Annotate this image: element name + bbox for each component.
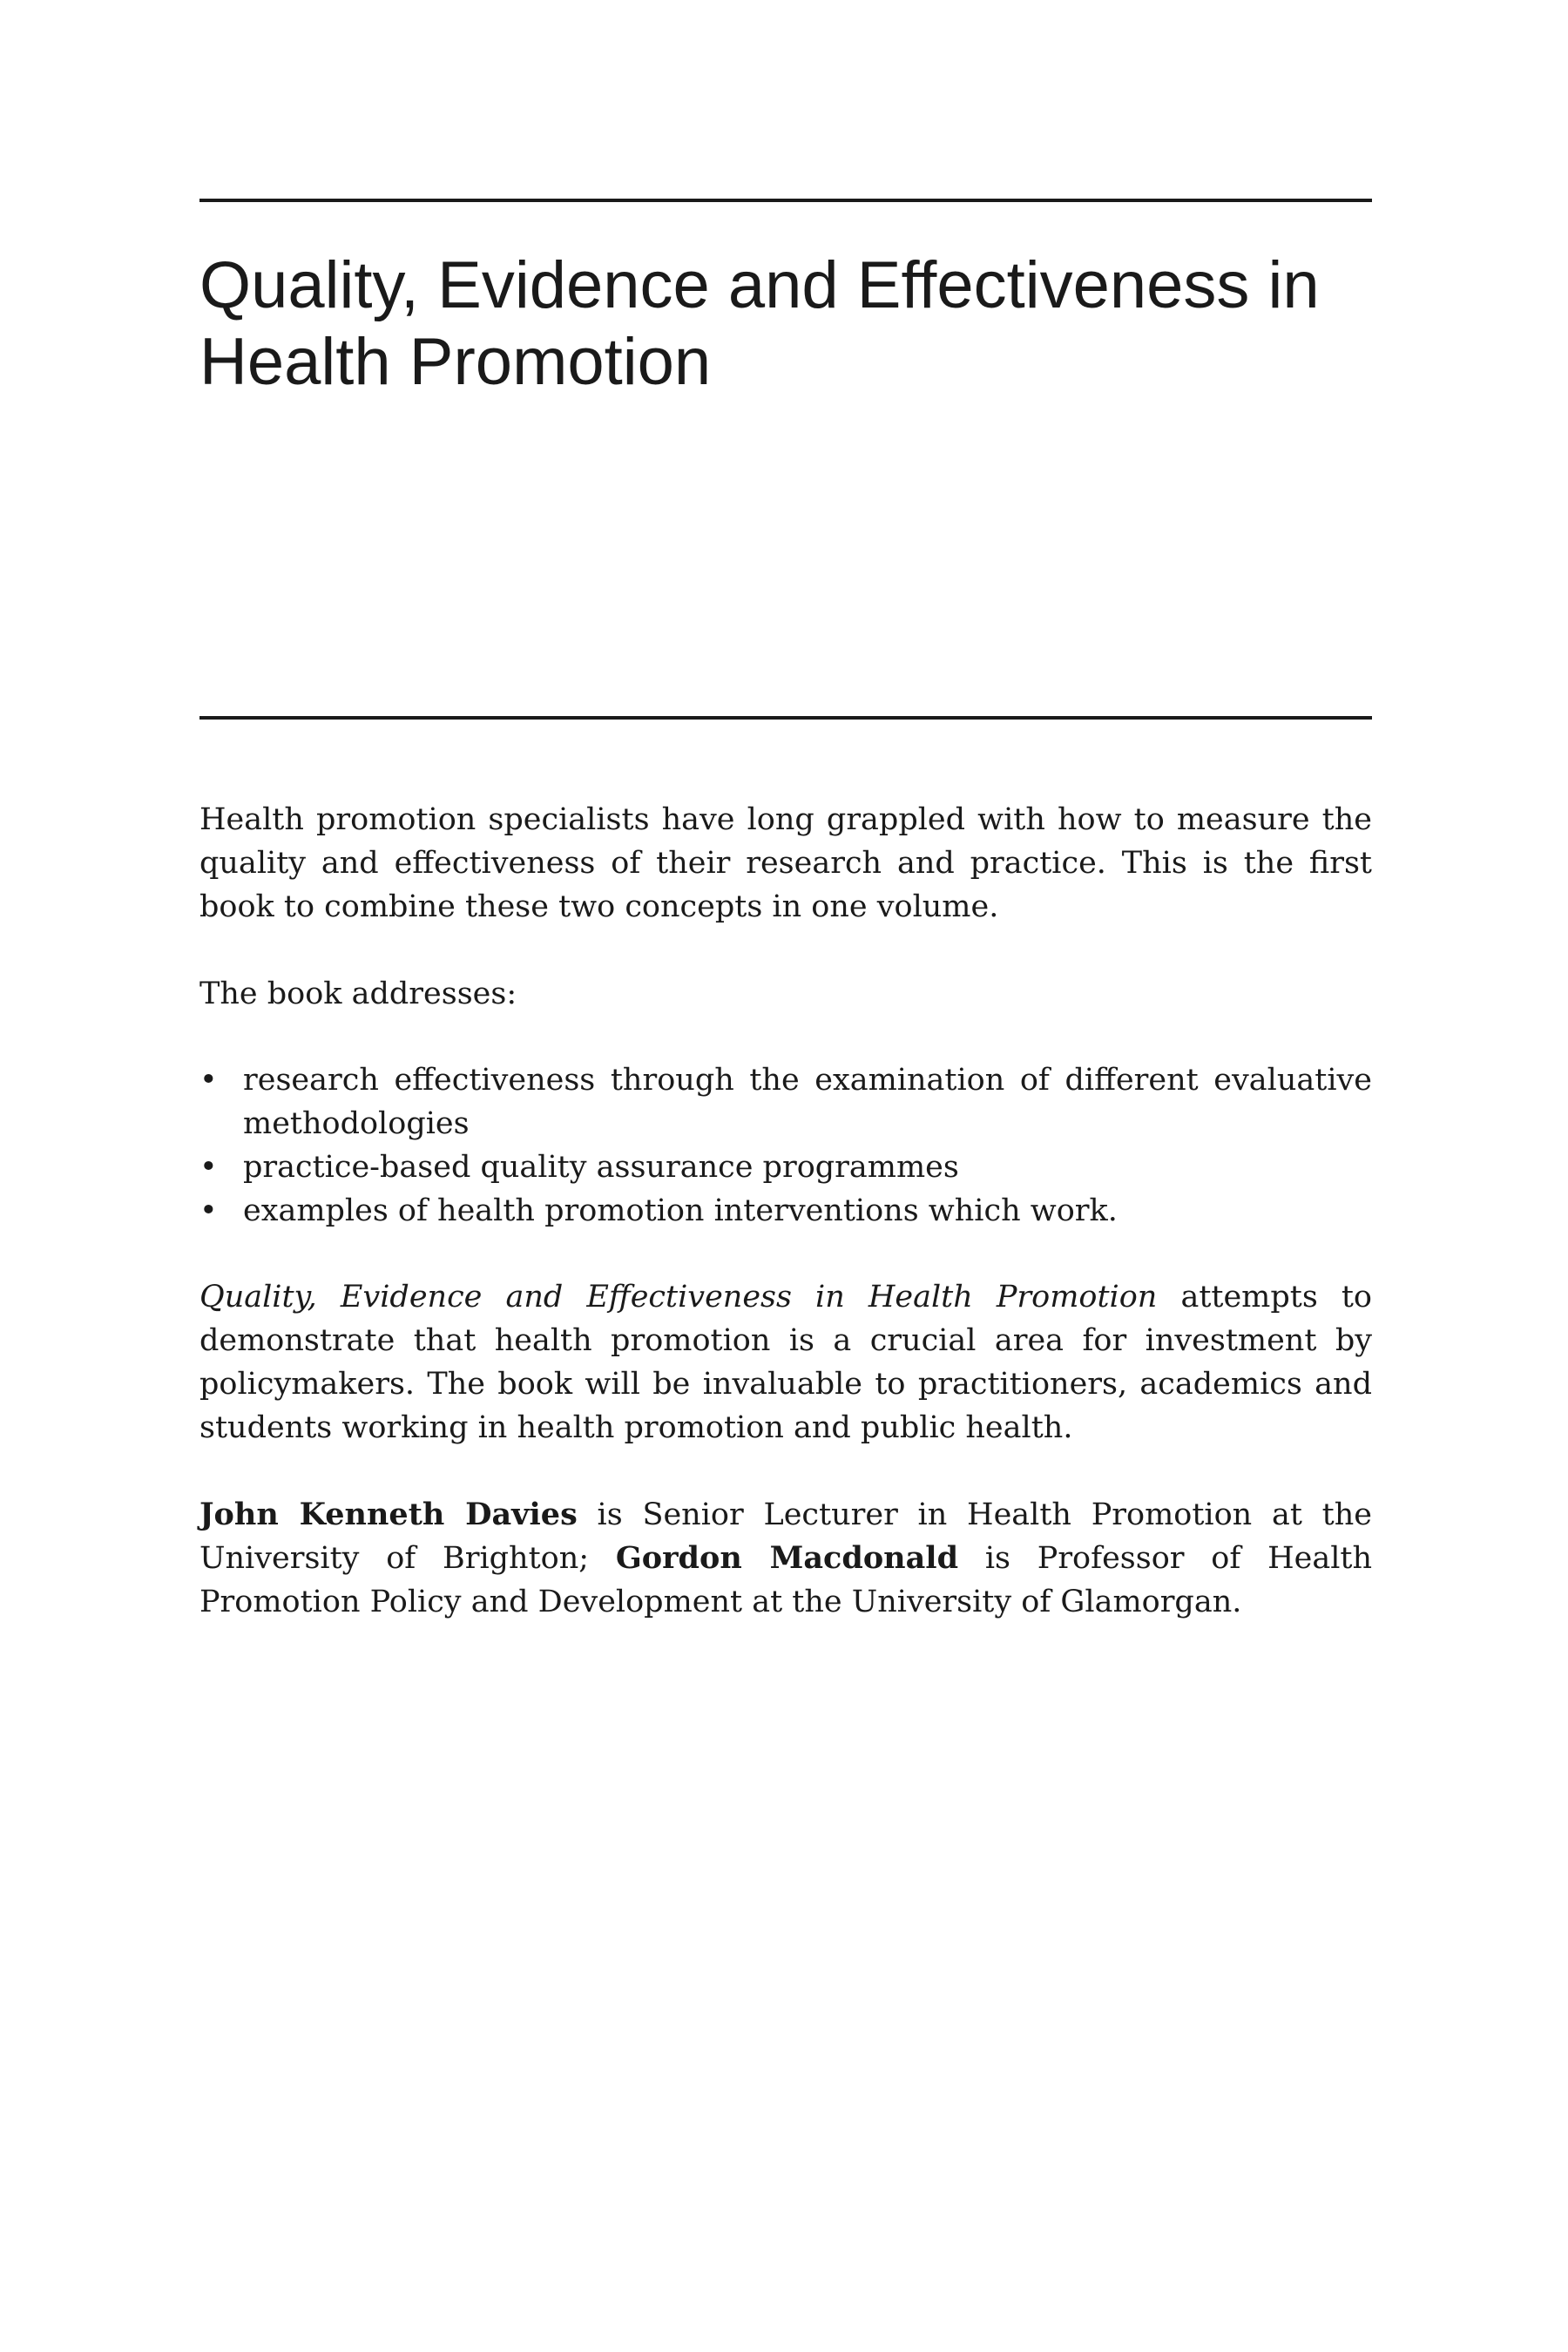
bottom-rule [199,716,1372,720]
author-name-2: Gordon Macdonald [615,1540,959,1576]
list-item-text: practice-based quality assurance programmes [243,1150,959,1185]
list-item [199,1058,1372,1146]
author-role-2: is Professor of Health Promotion Policy and Development at the University of Glamorgan. [199,1541,1372,1619]
top-rule [199,199,1372,202]
addresses-lead-text: The book addresses: [199,977,517,1011]
bullet-icon: • [199,1193,218,1228]
list-item-text: examples of health promotion interventions which work. [243,1193,1118,1228]
addresses-bullet-list [199,1058,1372,1233]
authors-text [199,1493,1372,1624]
bullet-icon: • [199,1150,218,1185]
list-item [199,1189,1372,1233]
summary-body: attempts to demonstrate that health promotion is a crucial area for investment by policymakers. The book will be invaluable to practitioners, academics and students working in health promotion and public health. [199,1280,1373,1445]
author-role-1: is Senior Lecturer in Health Promotion at the University of Brighton; [199,1497,1372,1576]
summary-paragraph [199,1275,1372,1450]
page-title-line-2: Health Promotion [199,325,712,399]
intro-paragraph [199,798,1372,929]
page-title-line-1: Quality, Evidence and Effectiveness in [199,248,1320,322]
list-item [199,1146,1372,1189]
page-title [199,247,1419,401]
author-name-1: John Kenneth Davies [199,1497,578,1532]
bullet-icon: • [199,1063,218,1098]
addresses-lead-paragraph [199,972,1372,1016]
book-title-italic: Quality, Evidence and Effectiveness in Health Promotion [199,1280,1158,1315]
list-item-text: research effectiveness through the examination of different evaluative methodologies [243,1063,1372,1141]
authors-paragraph [199,1493,1372,1624]
summary-text [199,1275,1372,1450]
intro-text: Health promotion specialists have long grappled with how to measure the quality and effectiveness of their research and practice. This is the first book to combine these two concepts in one volume. [199,802,1372,924]
